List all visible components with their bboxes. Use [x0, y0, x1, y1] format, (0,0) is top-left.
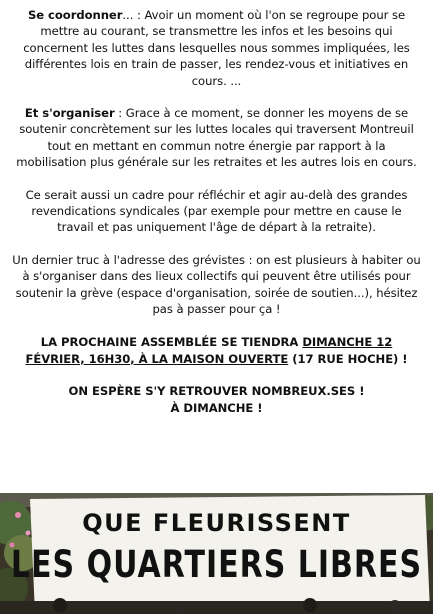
body-organiser: : Grace à ce moment, se donner les moyens de se soutenir concrètement sur les luttes locales qui traversent Montreuil tout en mettant en commun notre énergie par rapport à la mobilisation plus générale sur les retraites et les autres lois en cours.	[16, 106, 417, 170]
body-coordonner: ... : Avoir un moment où l'on se regroupe pour se mettre au courant, se transmettre les infos et les besoins qui concernent les luttes dans lesquelles nous sommes impliquées, les différentes lois en train de passer, les rendez-vous et initiatives en cours. ...	[23, 8, 410, 88]
announcement	[12, 334, 421, 368]
lead-organiser: Et s'organiser	[24, 106, 115, 121]
paragraph-coordonner	[12, 7, 421, 89]
flyer-text	[12, 7, 421, 433]
paragraph-cadre: Ce serait aussi un cadre pour réfléchir et agir au-delà des grandes revendications syndicales (par exemple pour mettre en cause le travail et pas uniquement l'âge de départ à la retraite).	[25, 187, 408, 235]
announcement-date-place: DIMANCHE 12 FÉVRIER, 16H30, À LA MAISON OUVERTE	[25, 334, 393, 366]
person-head	[174, 601, 186, 613]
closing-line1: ON ESPÈRE S'Y RETROUVER NOMBREUX.SES !	[68, 383, 365, 398]
closing-line2: À DIMANCHE !	[170, 400, 263, 415]
banner-photo	[0, 493, 433, 614]
lead-coordonner: Se coordonner	[27, 8, 123, 22]
person-head	[303, 598, 317, 612]
paragraph-grevistes: Un dernier truc à l'adresse des grévistes : on est plusieurs à habiter ou à s'organiser dans des lieux collectifs qui peuvent être utilisés pour soutenir la grève (espace d'organisation, soirée de soutien...), hésitez pas à passer pour ça !	[12, 252, 421, 317]
person-head	[389, 600, 401, 612]
person-head	[53, 598, 67, 612]
paragraph-organiser	[12, 105, 421, 171]
banner-slogan-line1: QUE FLEURISSENT	[82, 509, 351, 537]
banner-slogan-line2: LES QUARTIERS LIBRES	[10, 543, 423, 587]
closing	[12, 383, 421, 417]
announcement-address: (17 RUE HOCHE) !	[288, 351, 408, 366]
announcement-prefix: LA PROCHAINE ASSEMBLÉE SE TIENDRA	[40, 334, 303, 349]
